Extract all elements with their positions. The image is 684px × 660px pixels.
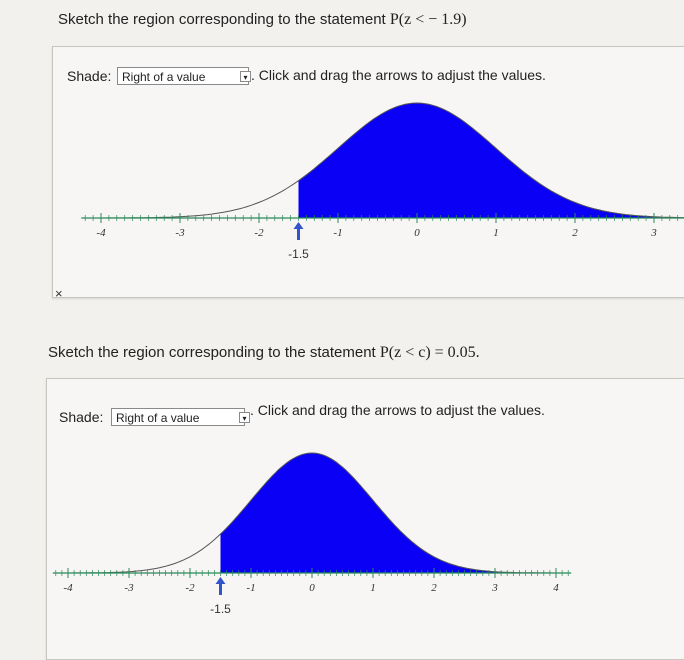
q1-drag-value: -1.5	[288, 247, 309, 261]
tick-label: 1	[370, 582, 376, 594]
q1-shade-select[interactable]: Right of a value	[117, 67, 249, 85]
tick-label: 4	[553, 582, 559, 594]
q2-shaded-region	[221, 453, 569, 573]
q1-normal-graph[interactable]	[53, 47, 684, 297]
up-arrow-icon[interactable]	[294, 222, 304, 240]
q2-hint: . Click and drag the arrows to adjust the values.	[250, 402, 545, 418]
tick-label: -4	[63, 582, 73, 594]
tick-label: -1	[333, 227, 342, 239]
up-arrow-icon[interactable]	[216, 577, 226, 595]
q2-drag-arrow[interactable]	[216, 577, 226, 595]
tick-label: 1	[493, 227, 499, 239]
q1-statement: Sketch the region corresponding to the statement P(z < − 1.9)	[58, 11, 467, 29]
q1-hint: . Click and drag the arrows to adjust the values.	[251, 67, 546, 83]
q1-panel	[52, 46, 684, 298]
q1-shade-label: Shade:	[67, 68, 111, 84]
tick-label: 2	[431, 582, 437, 594]
q2-statement: Sketch the region corresponding to the statement P(z < c) = 0.05.	[48, 344, 480, 362]
q2-shade-label: Shade:	[59, 409, 103, 425]
tick-label: 3	[650, 227, 657, 239]
tick-label: 0	[414, 227, 420, 239]
chevron-down-icon[interactable]: ▾	[239, 412, 250, 423]
tick-label: -3	[175, 227, 185, 239]
tick-label: -3	[124, 582, 134, 594]
q2-statement-math: P(z < c) = 0.05.	[380, 344, 480, 361]
tick-label: -2	[185, 582, 195, 594]
q2-shade-select[interactable]: Right of a value	[111, 408, 245, 426]
tick-label: 2	[572, 227, 578, 239]
tick-label: -1	[246, 582, 255, 594]
q1-drag-arrow[interactable]	[294, 222, 304, 240]
q1-statement-math: P(z < − 1.9)	[390, 11, 467, 28]
incorrect-mark-icon: ×	[55, 286, 63, 301]
q1-shaded-region	[299, 103, 684, 218]
q2-drag-value: -1.5	[210, 602, 231, 616]
q2-normal-graph[interactable]	[47, 379, 684, 659]
tick-label: -4	[96, 227, 106, 239]
tick-label: 3	[491, 582, 498, 594]
tick-label: 0	[309, 582, 315, 594]
chevron-down-icon[interactable]: ▾	[240, 71, 251, 82]
tick-label: -2	[254, 227, 264, 239]
q2-panel	[46, 378, 684, 660]
